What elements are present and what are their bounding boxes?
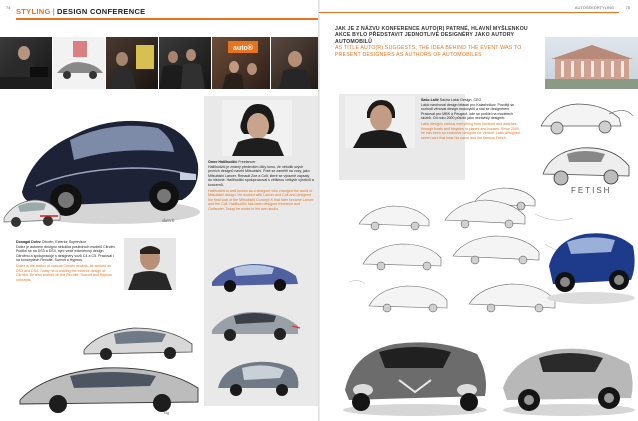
conference-photo-auto-r-banner [212, 37, 270, 89]
designer-role-halilhodzic: Freelancer [238, 160, 256, 164]
designer-name-dolez: Donagál Dolez [16, 240, 41, 244]
sidebar-lakic-text [421, 98, 521, 140]
svg-text:auto®: auto® [233, 45, 253, 52]
red-coupe-sketch [0, 188, 64, 232]
portrait-lakic [345, 96, 415, 148]
designer-role-lakic: Sacha Lakic Design, CEO [439, 98, 482, 102]
header-separator: | [52, 7, 56, 16]
grey-mpv-sketch [214, 350, 302, 400]
svg-text:sig: sig [164, 410, 170, 415]
pull-quote-text: JAK JE Z NÁZVU KONFERENCE AUTO(R) PATRNÉ, HLAVNÍ MYŠLENKOU AKCE BYLO PŘEDSTAVIT JEDNOTLIVÉ DESIGNÉRY JAKO AUTORY AUTOMOBILŮ [335, 26, 528, 45]
designer-bio-halilhodzic-en: Halilhodžić is well-known as a designer who changed the world of Mitsubishi design. He worked with Lancer and Colt and designed the final look of the Mitsubishi Concept X that later became Lancer and the Colt. Halilhodžić has been designer freelance and Outlander. Today he works in his own studio. [208, 188, 314, 211]
designer-bio-dolez: Dolez je autorem designu několika posledních modelů Citroën. Podílel se na DS3 a DS4, nyní vede exteriérový design Citroënu a spolupracuje s designéry vozů C4 a C5. Pracoval i na konceptech Revolte, Survolt a Hypnos. [16, 244, 116, 263]
concept-sketch-top-right [533, 96, 635, 140]
portrait-dolez [124, 238, 176, 290]
right-page [319, 0, 638, 421]
conference-photo-panel [271, 37, 319, 89]
conference-photo-speaker [0, 37, 52, 89]
portrait-halilhodzic [222, 100, 292, 156]
header-rule-right [319, 12, 619, 13]
conference-photo-car-display [53, 37, 105, 89]
designer-bio-lakic: Lakić navrhoval design letadel pro Kalashnikov. Později se rozhodl věnovat design motocyklů a stal se designérem. Pracoval pro MBK a Peugeot, kde se podílel na modelech skútrů. Od roku 2000 působí jako nezávislý designér. [421, 102, 515, 121]
designer-bio-lakic-en: Lakic designs various everything from furniture and watches, through boats and bicycles to planes and houses. Since 2000, he has been an exclusive designer for Venturi. Lakic designed seven cars that bear his name and the famous Fetish. [421, 121, 520, 140]
silver-concept-sketch [208, 300, 302, 344]
running-head: AUTOSEEDRTYLING [574, 5, 614, 10]
concept-sketch-right-2 [537, 136, 635, 192]
venturi-silver-render-side [495, 318, 638, 418]
venturi-fetish-blue-render [545, 196, 638, 308]
svg-text:sketch: sketch [162, 219, 175, 224]
page-number-right: 75 [625, 5, 630, 10]
designer-name-halilhodzic: Omer Halilhodžić [208, 160, 238, 164]
pull-quote [335, 26, 535, 58]
blue-sedan-sketch [208, 252, 302, 294]
sidebar-halilhodzic-text [208, 160, 314, 212]
museum-building-photo [545, 37, 638, 89]
designer-bio-dolez-en: Dolez is the author of various Citroën models, he worked on DS3 and DS4. Today he is leading the exterior design of Citroën. He also worked on the Revolte, Survolt and Hypnos concepts. [16, 263, 112, 282]
venturi-silver-render-front [339, 318, 491, 418]
page-title: DESIGN CONFERENCE [57, 7, 146, 16]
designer-name-lakic: Sašo Lalič [421, 98, 439, 102]
section-label: STYLING [16, 7, 51, 16]
fetish-label: FETISH [571, 186, 612, 195]
page-number-left: 74 [6, 5, 11, 10]
designer-bio-halilhodzic: Halilhodžić je známý především díky tomu, že několik svých prvních designů navrhl Mitsubishi. Poté se zaměřil na vozy, jako Mitsubishi Lancer, Renault Zoe a Colt, které se výrazně zapsaly do historie. Halilhodžić spolupracoval s většinou velkých výrobců a koncernů. [208, 164, 314, 187]
conference-photo-group [159, 37, 211, 89]
designer-role-dolez: Citroën, Exterior Supervisor [41, 240, 86, 244]
citroen-sketch-bottom-2 [14, 356, 204, 416]
conference-photo-audience [106, 37, 158, 89]
section-header [16, 7, 145, 16]
sidebar-dolez-text [16, 240, 116, 282]
pull-quote-english: AS TITLE AUTO(R) SUGGESTS, THE IDEA BEHIND THE EVENT WAS TO PRESENT DESIGNERS AS AUTHORS OF AUTOMOBILES [335, 45, 522, 58]
header-rule [16, 18, 319, 20]
